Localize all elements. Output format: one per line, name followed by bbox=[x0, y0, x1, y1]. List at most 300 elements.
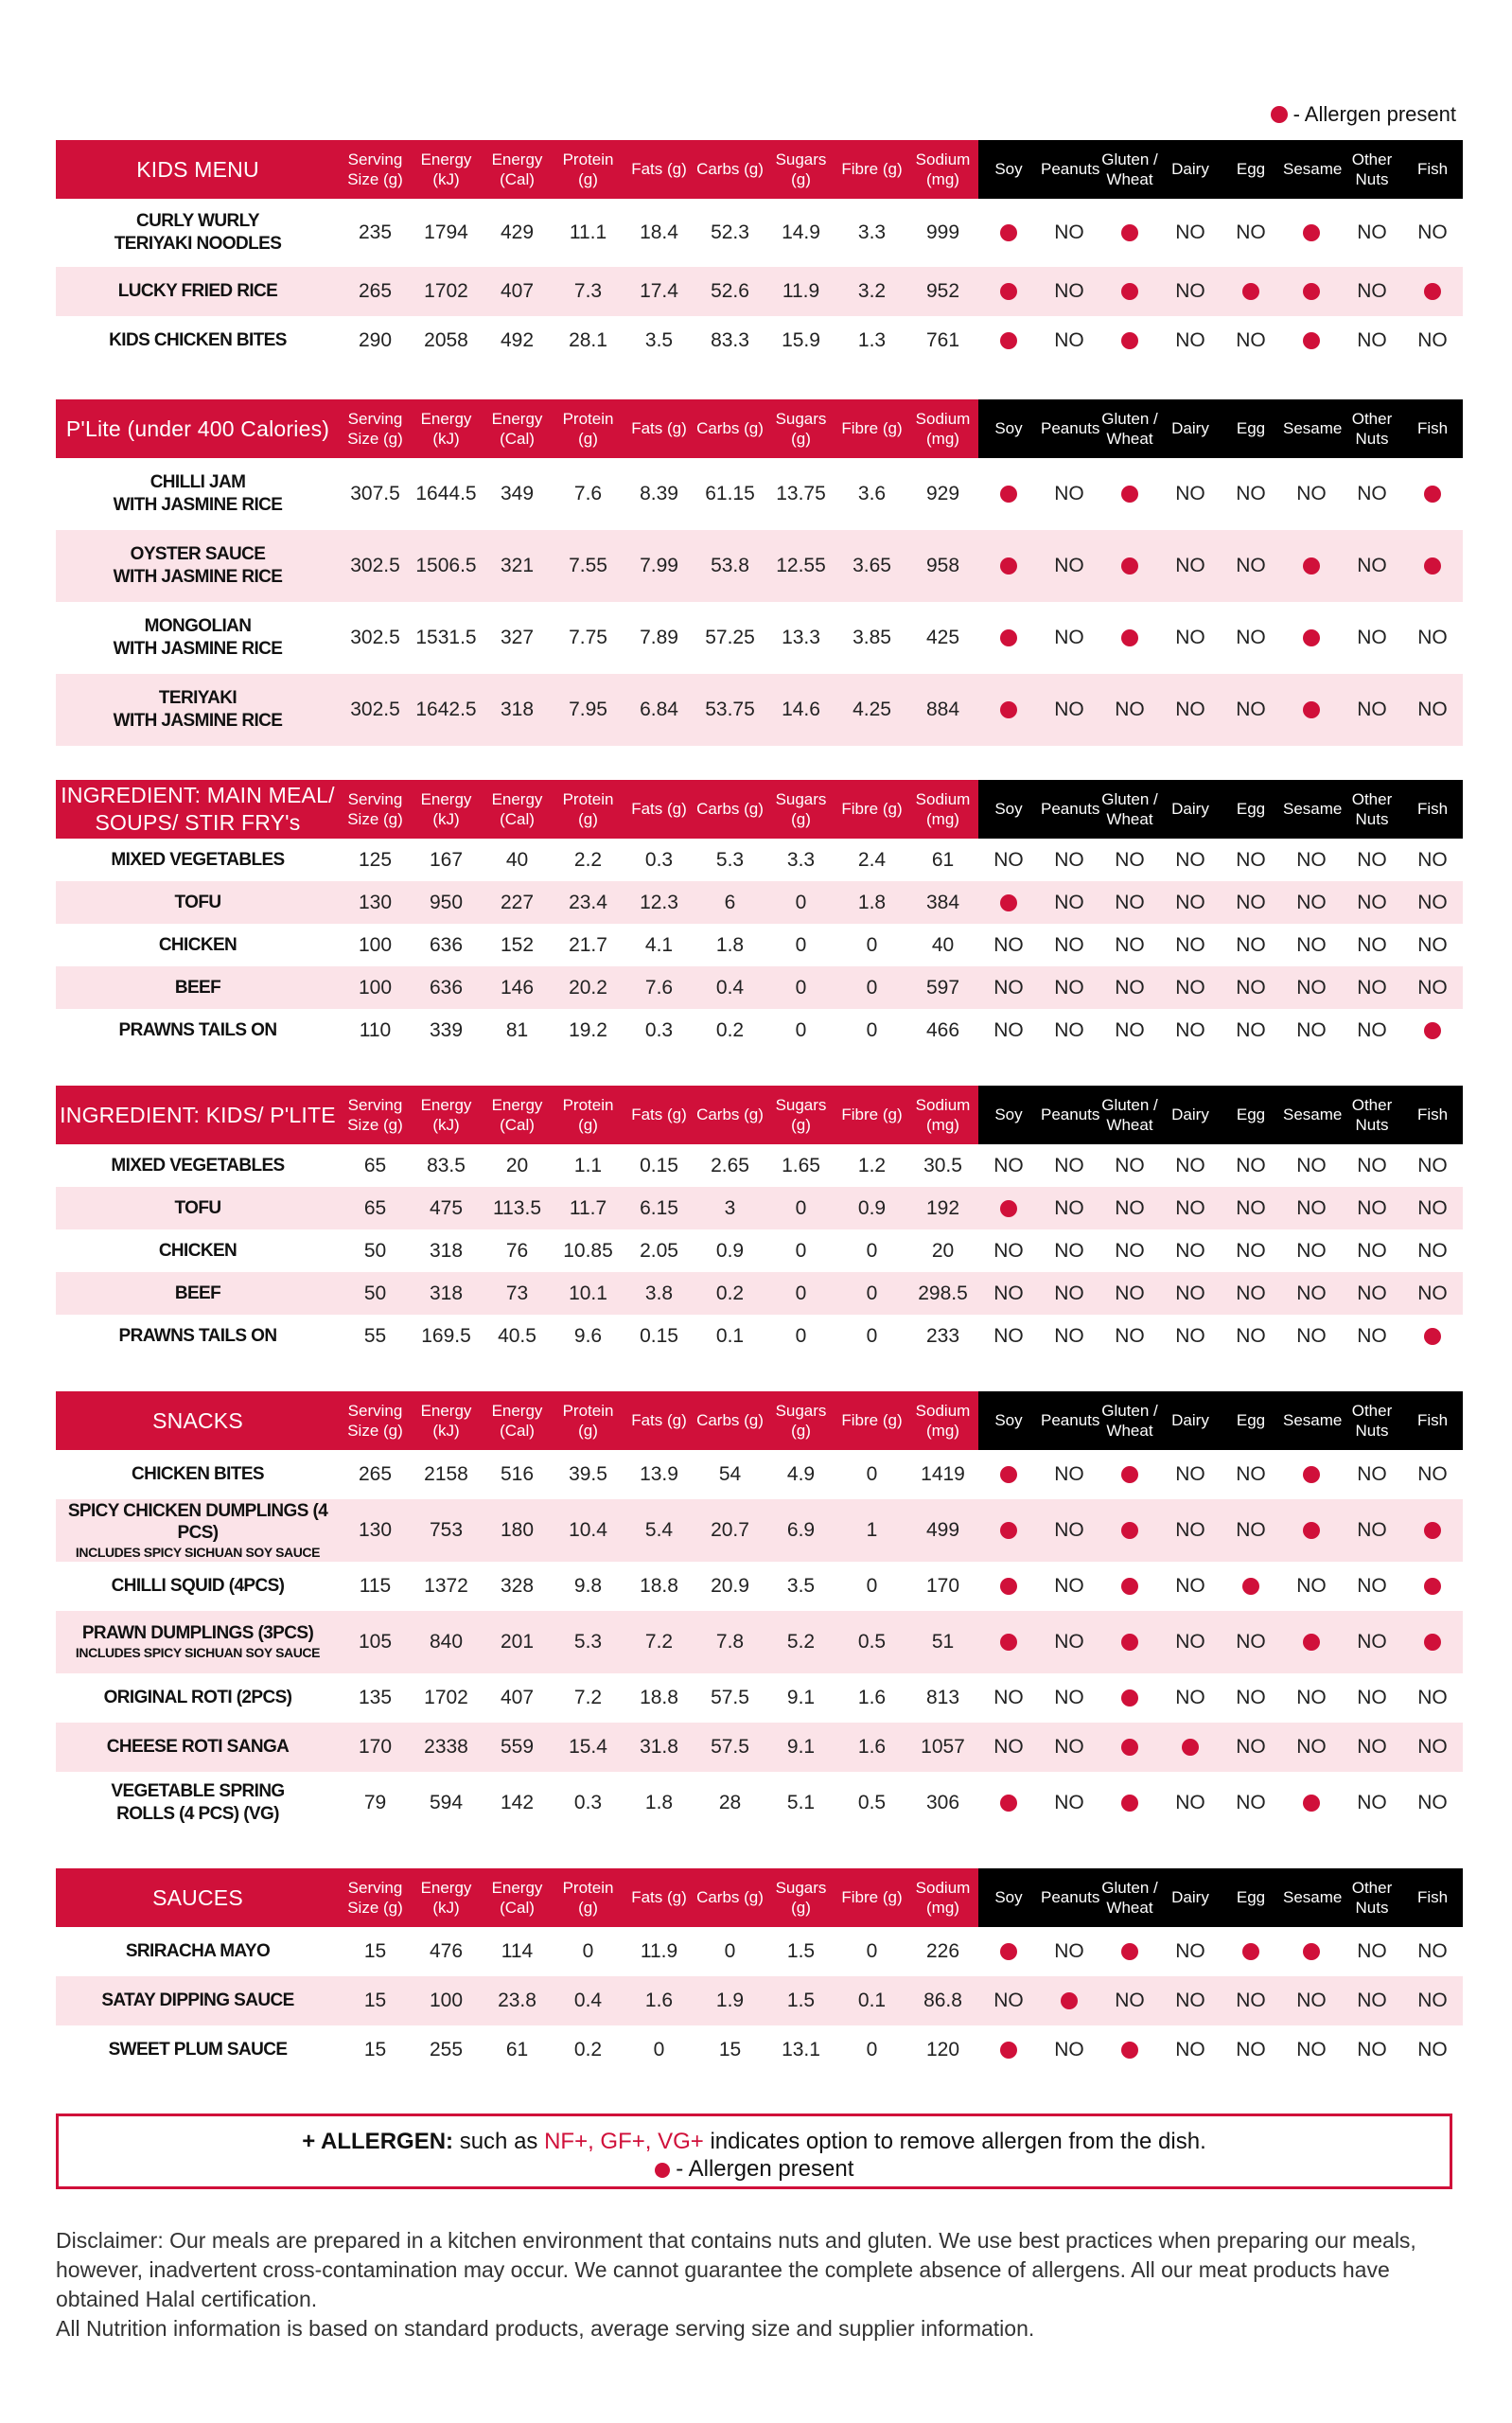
allergen-col-header: Egg bbox=[1221, 140, 1281, 199]
allergen-cell bbox=[1281, 1611, 1342, 1673]
allergen-cell bbox=[978, 1272, 1039, 1315]
allergen-col-header: Other Nuts bbox=[1342, 1868, 1402, 1927]
nutrition-value: 0 bbox=[866, 1239, 878, 1262]
item-name bbox=[56, 2025, 340, 2075]
nutrition-value: 321 bbox=[482, 530, 553, 602]
allergen-cell bbox=[1342, 1611, 1402, 1673]
allergen-cell bbox=[1099, 1272, 1160, 1315]
allergen-col-header: Gluten / Wheat bbox=[1099, 780, 1160, 839]
allergen-no: NO bbox=[1357, 1990, 1387, 2011]
allergen-no: NO bbox=[1175, 1196, 1205, 1219]
disclaimer-paragraph: All Nutrition information is based on standard products, average serving size and supplier information. bbox=[56, 2316, 1035, 2341]
table-row bbox=[56, 2025, 1463, 2075]
allergen-cell bbox=[1402, 1976, 1463, 2025]
nutrition-value: 516 bbox=[500, 1463, 535, 1485]
notice-suffix: indicates option to remove allergen from the dish. bbox=[703, 2129, 1206, 2154]
nutrition-value: 1644.5 bbox=[415, 483, 477, 504]
allergen-cell bbox=[1281, 966, 1342, 1009]
nutrition-value: 3.85 bbox=[853, 627, 891, 648]
allergen-cell bbox=[1342, 1009, 1402, 1052]
nutrition-col-header: Fats (g) bbox=[624, 399, 694, 458]
nutrition-value: 492 bbox=[500, 329, 535, 351]
allergen-no: NO bbox=[1054, 483, 1084, 504]
allergen-no: NO bbox=[1236, 933, 1266, 956]
allergen-cell bbox=[1281, 1562, 1342, 1611]
allergen-cell bbox=[1281, 1673, 1342, 1723]
allergen-no: NO bbox=[1296, 1018, 1327, 1041]
item-name bbox=[56, 1450, 340, 1499]
nutrition-value: 18.8 bbox=[640, 1575, 678, 1597]
notice-line-2 bbox=[59, 2155, 1450, 2183]
table-row bbox=[56, 924, 1463, 966]
allergen-cell bbox=[1402, 458, 1463, 530]
allergen-cell bbox=[1342, 1976, 1402, 2025]
nutrition-col-header: Fats (g) bbox=[624, 780, 694, 839]
nutrition-value: 15 bbox=[718, 2039, 742, 2060]
allergen-dot-icon bbox=[1121, 1578, 1138, 1595]
allergen-cell bbox=[1099, 458, 1160, 530]
table-row bbox=[56, 1772, 1463, 1834]
item-name bbox=[56, 267, 340, 316]
allergen-cell bbox=[1160, 1315, 1221, 1357]
table-row bbox=[56, 1450, 1463, 1499]
item-name bbox=[56, 1927, 340, 1976]
allergen-cell bbox=[1039, 199, 1099, 267]
header-row bbox=[56, 780, 1463, 839]
section-title: SAUCES bbox=[56, 1868, 340, 1927]
allergen-cell bbox=[1039, 1187, 1099, 1229]
allergen-cell bbox=[1039, 1723, 1099, 1772]
nutrition-value: 1702 bbox=[424, 1687, 468, 1708]
allergen-dot-icon bbox=[1121, 557, 1138, 575]
notice-mid: such as bbox=[453, 2129, 545, 2154]
item-name bbox=[56, 839, 340, 881]
nutrition-value: 110 bbox=[359, 1018, 392, 1041]
allergen-cell bbox=[1221, 1315, 1281, 1357]
allergen-dot-icon bbox=[1121, 1522, 1138, 1539]
allergen-cell bbox=[1160, 1976, 1221, 2025]
allergen-cell bbox=[1160, 839, 1221, 881]
allergen-no: NO bbox=[1357, 627, 1387, 648]
allergen-col-header: Fish bbox=[1402, 399, 1463, 458]
nutrition-value: 192 bbox=[907, 1187, 978, 1229]
allergen-no: NO bbox=[1175, 933, 1205, 956]
nutrition-col-header: Carbs (g) bbox=[694, 1868, 765, 1927]
allergen-dot-icon bbox=[1000, 1634, 1017, 1651]
header-row bbox=[56, 399, 1463, 458]
allergen-cell bbox=[1039, 1927, 1099, 1976]
nutrition-value: 15.4 bbox=[553, 1723, 624, 1772]
item-label: CHEESE ROTI SANGA bbox=[106, 1737, 290, 1758]
allergen-no: NO bbox=[1357, 699, 1387, 720]
allergen-cell bbox=[1160, 1611, 1221, 1673]
allergen-dot-icon bbox=[1000, 629, 1017, 646]
item-label: TERIYAKI WITH JASMINE RICE bbox=[113, 688, 283, 731]
nutrition-value: 753 bbox=[411, 1499, 482, 1562]
allergen-cell bbox=[1402, 602, 1463, 674]
allergen-dot-icon bbox=[1000, 701, 1017, 718]
nutrition-col-header: Fibre (g) bbox=[836, 1391, 907, 1450]
allergen-cell bbox=[1342, 316, 1402, 365]
nutrition-col-header: Energy (kJ) bbox=[411, 399, 482, 458]
allergen-cell bbox=[1221, 924, 1281, 966]
allergen-no: NO bbox=[1357, 2039, 1387, 2060]
item-name bbox=[56, 674, 340, 746]
allergen-no: NO bbox=[1236, 2039, 1266, 2060]
nutrition-value: 142 bbox=[500, 1792, 535, 1813]
allergen-cell bbox=[1281, 1144, 1342, 1187]
nutrition-value: 0 bbox=[795, 1018, 807, 1041]
allergen-cell bbox=[1160, 1450, 1221, 1499]
allergen-no: NO bbox=[1296, 1324, 1327, 1347]
nutrition-value: 57.5 bbox=[711, 1687, 749, 1708]
allergen-dot-icon bbox=[1121, 1689, 1138, 1707]
allergen-no: NO bbox=[1175, 848, 1205, 871]
allergen-no: NO bbox=[1236, 976, 1266, 999]
allergen-no: NO bbox=[1115, 1154, 1145, 1176]
nutrition-value: 5.4 bbox=[624, 1499, 694, 1562]
allergen-cell bbox=[1039, 674, 1099, 746]
allergen-cell bbox=[1221, 316, 1281, 365]
nutrition-col-header: Energy (kJ) bbox=[411, 1868, 482, 1927]
nutrition-value: 13.3 bbox=[782, 627, 820, 648]
allergen-no: NO bbox=[993, 1687, 1024, 1708]
allergen-cell bbox=[1281, 1723, 1342, 1772]
nutrition-value: 327 bbox=[500, 627, 535, 648]
allergen-col-header: Soy bbox=[978, 1868, 1039, 1927]
nutrition-value: 0 bbox=[866, 1018, 878, 1041]
nutrition-value: 476 bbox=[429, 1940, 464, 1962]
nutrition-value: 475 bbox=[411, 1187, 482, 1229]
nutrition-col-header: Protein (g) bbox=[553, 399, 624, 458]
allergen-no: NO bbox=[1054, 1940, 1084, 1962]
allergen-cell bbox=[978, 1611, 1039, 1673]
allergen-cell bbox=[978, 1723, 1039, 1772]
allergen-cell bbox=[1402, 316, 1463, 365]
allergen-col-header: Other Nuts bbox=[1342, 399, 1402, 458]
nutrition-value: 9.8 bbox=[573, 1575, 603, 1597]
nutrition-value: 13.9 bbox=[640, 1463, 678, 1485]
nutrition-value: 5.3 bbox=[553, 1611, 624, 1673]
allergen-no: NO bbox=[1296, 2039, 1327, 2060]
allergen-cell bbox=[1039, 1315, 1099, 1357]
allergen-cell bbox=[1342, 1499, 1402, 1562]
allergen-dot-icon bbox=[1121, 629, 1138, 646]
allergen-no: NO bbox=[1054, 976, 1084, 999]
allergen-no: NO bbox=[1236, 848, 1266, 871]
allergen-cell bbox=[1221, 199, 1281, 267]
allergen-no: NO bbox=[1357, 1687, 1387, 1708]
allergen-no: NO bbox=[1357, 1154, 1387, 1176]
allergen-cell bbox=[1160, 1562, 1221, 1611]
table-row bbox=[56, 602, 1463, 674]
allergen-dot-icon bbox=[1303, 1795, 1320, 1812]
nutrition-value: 884 bbox=[907, 674, 978, 746]
allergen-cell bbox=[1342, 1723, 1402, 1772]
allergen-cell bbox=[1342, 1272, 1402, 1315]
allergen-no: NO bbox=[1296, 933, 1327, 956]
allergen-cell bbox=[1221, 2025, 1281, 2075]
allergen-cell bbox=[1342, 966, 1402, 1009]
allergen-cell bbox=[1099, 1229, 1160, 1272]
allergen-no: NO bbox=[1054, 221, 1084, 243]
section-5 bbox=[56, 1868, 1456, 2075]
allergen-dot-icon bbox=[1303, 224, 1320, 241]
nutrition-col-header: Fibre (g) bbox=[836, 1868, 907, 1927]
nutrition-value: 318 bbox=[429, 1239, 464, 1262]
table-row bbox=[56, 1187, 1463, 1229]
allergen-cell bbox=[1281, 1927, 1342, 1976]
nutrition-value: 265 bbox=[340, 267, 411, 316]
nutrition-value: 0 bbox=[765, 1187, 836, 1229]
item-label: MIXED VEGETABLES bbox=[111, 1155, 285, 1176]
nutrition-value: 125 bbox=[358, 848, 393, 871]
allergen-no: NO bbox=[1357, 1196, 1387, 1219]
nutrition-value: 0.9 bbox=[715, 1239, 745, 1262]
allergen-dot-icon bbox=[1061, 1992, 1078, 2009]
allergen-no: NO bbox=[1236, 1282, 1266, 1304]
allergen-no: NO bbox=[1236, 891, 1266, 913]
allergen-no: NO bbox=[1175, 555, 1205, 576]
allergen-no: NO bbox=[1236, 1792, 1266, 1813]
item-name bbox=[56, 966, 340, 1009]
allergen-cell bbox=[1281, 458, 1342, 530]
allergen-cell bbox=[1221, 1611, 1281, 1673]
allergen-no: NO bbox=[1175, 1154, 1205, 1176]
allergen-no: NO bbox=[1054, 2039, 1084, 2060]
nutrition-value: 0 bbox=[724, 1940, 736, 1962]
allergen-cell bbox=[978, 1229, 1039, 1272]
nutrition-value: 10.85 bbox=[563, 1239, 613, 1262]
allergen-cell bbox=[978, 1144, 1039, 1187]
allergen-cell bbox=[978, 267, 1039, 316]
allergen-col-header: Gluten / Wheat bbox=[1099, 1391, 1160, 1450]
nutrition-value: 813 bbox=[925, 1687, 960, 1708]
nutrition-value: 1642.5 bbox=[411, 674, 482, 746]
notice-line-1 bbox=[59, 2128, 1450, 2155]
nutrition-value: 4.25 bbox=[836, 674, 907, 746]
header-row bbox=[56, 1086, 1463, 1144]
allergen-col-header: Egg bbox=[1221, 1391, 1281, 1450]
nutrition-value: 0.1 bbox=[836, 1976, 907, 2025]
allergen-cell bbox=[1281, 881, 1342, 924]
nutrition-value: 3.5 bbox=[786, 1575, 816, 1597]
item-label: ORIGINAL ROTI (2PCS) bbox=[103, 1688, 292, 1708]
allergen-dot-icon bbox=[1242, 1578, 1259, 1595]
item-name bbox=[56, 316, 340, 365]
allergen-dot-icon bbox=[1182, 1739, 1199, 1756]
nutrition-value: 4.1 bbox=[644, 933, 674, 956]
allergen-no: NO bbox=[993, 1282, 1024, 1304]
nutrition-tables bbox=[56, 140, 1456, 2109]
nutrition-value: 1.6 bbox=[836, 1723, 907, 1772]
nutrition-value: 950 bbox=[411, 881, 482, 924]
allergen-cell bbox=[1039, 1611, 1099, 1673]
allergen-cell bbox=[1281, 267, 1342, 316]
allergen-col-header: Sesame bbox=[1281, 1391, 1342, 1450]
nutrition-value: 3.65 bbox=[836, 530, 907, 602]
allergen-dot-icon bbox=[1424, 1578, 1441, 1595]
allergen-cell bbox=[1402, 530, 1463, 602]
item-label: MONGOLIAN WITH JASMINE RICE bbox=[113, 616, 283, 659]
allergen-no: NO bbox=[1417, 1940, 1448, 1962]
allergen-col-header: Egg bbox=[1221, 1086, 1281, 1144]
allergen-cell bbox=[1221, 1723, 1281, 1772]
allergen-col-header: Gluten / Wheat bbox=[1099, 1086, 1160, 1144]
item-label: PRAWNS TAILS ON bbox=[118, 1325, 277, 1346]
allergen-cell bbox=[1281, 1976, 1342, 2025]
nutrition-value: 1.3 bbox=[857, 329, 887, 351]
allergen-cell bbox=[978, 458, 1039, 530]
allergen-cell bbox=[1160, 458, 1221, 530]
allergen-cell bbox=[1039, 924, 1099, 966]
nutrition-value: 7.75 bbox=[569, 627, 607, 648]
allergen-no: NO bbox=[993, 933, 1024, 956]
allergen-no: NO bbox=[1054, 329, 1084, 351]
allergen-dot-icon bbox=[1000, 1943, 1017, 1960]
nutrition-value: 18.4 bbox=[640, 221, 678, 243]
nutrition-col-header: Carbs (g) bbox=[694, 399, 765, 458]
item-label: SWEET PLUM SAUCE bbox=[108, 2040, 288, 2060]
nutrition-value: 2338 bbox=[411, 1723, 482, 1772]
allergen-cell bbox=[1039, 1772, 1099, 1834]
allergen-cell bbox=[1342, 1144, 1402, 1187]
allergen-no: NO bbox=[1054, 1519, 1084, 1541]
nutrition-col-header: Sodium (mg) bbox=[907, 780, 978, 839]
nutrition-table bbox=[56, 399, 1463, 746]
allergen-cell bbox=[1099, 881, 1160, 924]
nutrition-value: 17.4 bbox=[624, 267, 694, 316]
allergen-no: NO bbox=[1296, 976, 1327, 999]
allergen-cell bbox=[1221, 1673, 1281, 1723]
nutrition-value: 594 bbox=[429, 1792, 464, 1813]
disclaimer bbox=[56, 2226, 1428, 2343]
nutrition-value: 31.8 bbox=[624, 1723, 694, 1772]
allergen-dot-icon bbox=[1424, 557, 1441, 575]
nutrition-value: 120 bbox=[925, 2039, 960, 2060]
section-title: P'Lite (under 400 Calories) bbox=[56, 399, 340, 458]
allergen-cell bbox=[1099, 1723, 1160, 1772]
nutrition-value: 0.5 bbox=[857, 1792, 887, 1813]
table-row bbox=[56, 1976, 1463, 2025]
allergen-dot-icon bbox=[1000, 486, 1017, 503]
item-name bbox=[56, 1611, 340, 1673]
allergen-dot-icon bbox=[1303, 701, 1320, 718]
item-name bbox=[56, 1562, 340, 1611]
section-0 bbox=[56, 140, 1456, 365]
allergen-cell bbox=[1342, 924, 1402, 966]
nutrition-value: 0 bbox=[836, 966, 907, 1009]
nutrition-value: 115 bbox=[359, 1575, 392, 1597]
allergen-cell bbox=[978, 1772, 1039, 1834]
allergen-cell bbox=[1281, 316, 1342, 365]
allergen-cell bbox=[978, 1009, 1039, 1052]
nutrition-col-header: Energy (kJ) bbox=[411, 140, 482, 199]
allergen-no: NO bbox=[1054, 1463, 1084, 1485]
allergen-cell bbox=[978, 602, 1039, 674]
allergen-no: NO bbox=[1054, 1196, 1084, 1219]
item-name bbox=[56, 1673, 340, 1723]
allergen-col-header: Gluten / Wheat bbox=[1099, 399, 1160, 458]
nutrition-value: 384 bbox=[907, 881, 978, 924]
nutrition-value: 0 bbox=[765, 1272, 836, 1315]
allergen-dot-icon bbox=[1121, 1795, 1138, 1812]
nutrition-value: 2.4 bbox=[857, 848, 887, 871]
allergen-cell bbox=[1342, 1562, 1402, 1611]
allergen-no: NO bbox=[1357, 1940, 1387, 1962]
allergen-dot-icon bbox=[1000, 1466, 1017, 1483]
allergen-no: NO bbox=[1357, 1463, 1387, 1485]
nutrition-value: 23.4 bbox=[553, 881, 624, 924]
allergen-no: NO bbox=[1175, 483, 1205, 504]
allergen-cell bbox=[1160, 2025, 1221, 2075]
nutrition-value: 6 bbox=[694, 881, 765, 924]
nutrition-value: 54 bbox=[718, 1463, 742, 1485]
item-label: BEEF bbox=[174, 1282, 221, 1303]
nutrition-col-header: Fats (g) bbox=[624, 1868, 694, 1927]
allergen-no: NO bbox=[1417, 1687, 1448, 1708]
allergen-cell bbox=[1221, 1187, 1281, 1229]
table-row bbox=[56, 267, 1463, 316]
allergen-no: NO bbox=[1417, 1154, 1448, 1176]
allergen-no: NO bbox=[1115, 1990, 1145, 2011]
nutrition-value: 2.2 bbox=[573, 848, 603, 871]
nutrition-value: 21.7 bbox=[569, 933, 607, 956]
nutrition-col-header: Energy (Cal) bbox=[482, 780, 553, 839]
allergen-cell bbox=[1402, 839, 1463, 881]
header-row bbox=[56, 1868, 1463, 1927]
allergen-no: NO bbox=[1417, 1239, 1448, 1262]
allergen-cell bbox=[1221, 1976, 1281, 2025]
allergen-cell bbox=[1221, 881, 1281, 924]
table-row bbox=[56, 530, 1463, 602]
nutrition-col-header: Protein (g) bbox=[553, 1391, 624, 1450]
allergen-col-header: Soy bbox=[978, 780, 1039, 839]
table-row bbox=[56, 1673, 1463, 1723]
allergen-no: NO bbox=[1357, 483, 1387, 504]
nutrition-value: 0.3 bbox=[573, 1792, 603, 1813]
allergen-no: NO bbox=[1175, 1792, 1205, 1813]
nutrition-value: 999 bbox=[925, 221, 960, 243]
item-label: PRAWNS TAILS ON bbox=[118, 1019, 277, 1040]
nutrition-value: 76 bbox=[505, 1239, 529, 1262]
item-name bbox=[56, 1144, 340, 1187]
nutrition-col-header: Serving Size (g) bbox=[340, 1391, 411, 1450]
allergen-col-header: Dairy bbox=[1160, 140, 1221, 199]
nutrition-value: 39.5 bbox=[569, 1463, 607, 1485]
allergen-col-header: Egg bbox=[1221, 399, 1281, 458]
item-name bbox=[56, 1723, 340, 1772]
allergen-no: NO bbox=[1115, 891, 1145, 913]
allergen-cell bbox=[1342, 1229, 1402, 1272]
nutrition-value: 9.6 bbox=[573, 1324, 603, 1347]
nutrition-table bbox=[56, 1391, 1463, 1834]
nutrition-value: 1.9 bbox=[694, 1976, 765, 2025]
table-row bbox=[56, 199, 1463, 267]
nutrition-value: 466 bbox=[925, 1018, 960, 1041]
section-title: INGREDIENT: MAIN MEAL/ SOUPS/ STIR FRY's bbox=[56, 780, 340, 839]
allergen-col-header: Gluten / Wheat bbox=[1099, 140, 1160, 199]
nutrition-value: 114 bbox=[501, 1940, 534, 1962]
allergen-no: NO bbox=[1236, 1196, 1266, 1219]
allergen-col-header: Dairy bbox=[1160, 780, 1221, 839]
allergen-cell bbox=[1221, 839, 1281, 881]
item-name bbox=[56, 458, 340, 530]
nutrition-value: 1 bbox=[836, 1499, 907, 1562]
allergen-cell bbox=[1160, 602, 1221, 674]
allergen-no: NO bbox=[1357, 1018, 1387, 1041]
nutrition-value: 6.15 bbox=[624, 1187, 694, 1229]
